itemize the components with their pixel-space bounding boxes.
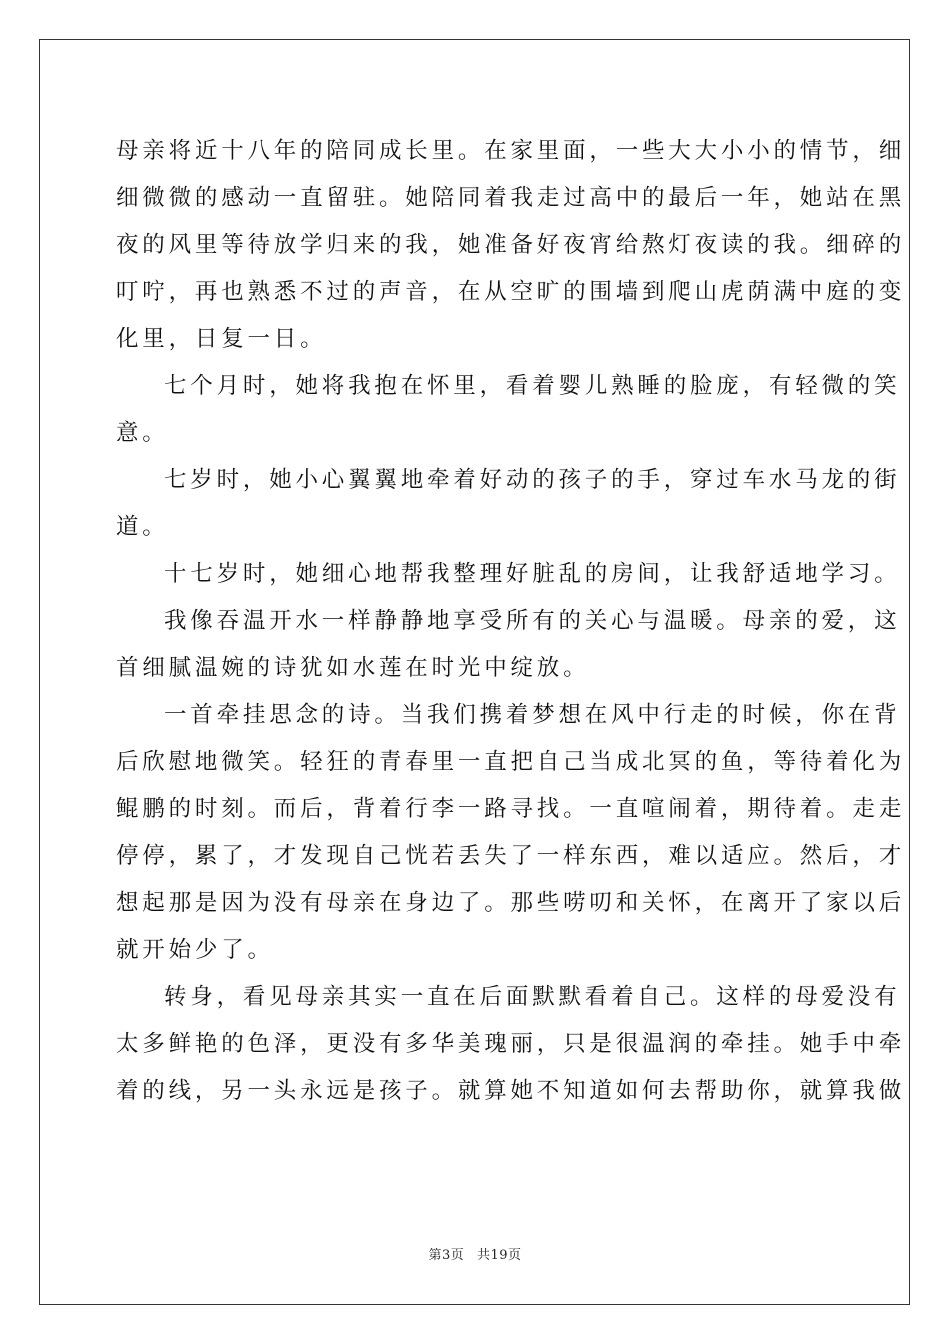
document-body	[116, 128, 906, 1115]
text-line: 叮咛，再也熟悉不过的声音，在从空旷的围墙到爬山虎荫满中庭的变	[116, 279, 906, 305]
text-line: 夜的风里等待放学归来的我，她准备好夜宵给熬灯夜读的我。细碎的	[116, 232, 906, 258]
text-line: 母亲将近十八年的陪同成长里。在家里面，一些大大小小的情节，细	[116, 138, 906, 164]
paragraph	[116, 692, 906, 974]
text-line: 太多鲜艳的色泽，更没有多华美瑰丽，只是很温润的牵挂。她手中牵	[116, 1031, 906, 1057]
paragraph	[116, 974, 906, 1115]
text-line: 化里，日复一日。	[116, 326, 327, 352]
text-line: 意。	[116, 420, 169, 446]
current-page-number: 第3页	[428, 1248, 465, 1263]
text-line: 停停，累了，才发现自己恍若丢失了一样东西，难以适应。然后，才	[116, 843, 906, 869]
paragraph	[116, 128, 906, 363]
text-line: 后欣慰地微笑。轻狂的青春里一直把自己当成北冥的鱼，等待着化为	[116, 749, 906, 775]
paragraph	[116, 363, 901, 457]
text-line: 转身，看见母亲其实一直在后面默默看着自己。这样的母爱没有	[164, 984, 901, 1010]
paragraph	[116, 598, 901, 692]
paragraph	[116, 551, 901, 598]
text-line: 一首牵挂思念的诗。当我们携着梦想在风中行走的时候，你在背	[164, 702, 901, 728]
text-line: 鲲鹏的时刻。而后，背着行李一路寻找。一直喧闹着，期待着。走走	[116, 796, 906, 822]
text-line: 就开始少了。	[116, 937, 274, 963]
text-line: 着的线，另一头永远是孩子。就算她不知道如何去帮助你，就算我做	[116, 1078, 906, 1104]
paragraph	[116, 457, 901, 551]
text-line: 我像吞温开水一样静静地享受所有的关心与温暖。母亲的爱，这	[164, 608, 901, 634]
text-line: 细微微的感动一直留驻。她陪同着我走过高中的最后一年，她站在黑	[116, 185, 906, 211]
total-pages: 共19页	[476, 1248, 522, 1263]
text-line: 七岁时，她小心翼翼地牵着好动的孩子的手，穿过车水马龙的街	[164, 467, 901, 493]
text-line: 十七岁时，她细心地帮我整理好脏乱的房间，让我舒适地学习。	[164, 561, 901, 587]
text-line: 七个月时，她将我抱在怀里，看着婴儿熟睡的脸庞，有轻微的笑	[164, 373, 901, 399]
text-line: 想起那是因为没有母亲在身边了。那些唠叨和关怀，在离开了家以后	[116, 890, 906, 916]
text-line: 道。	[116, 514, 169, 540]
page-footer	[0, 1244, 950, 1263]
text-line: 首细腻温婉的诗犹如水莲在时光中绽放。	[116, 655, 590, 681]
